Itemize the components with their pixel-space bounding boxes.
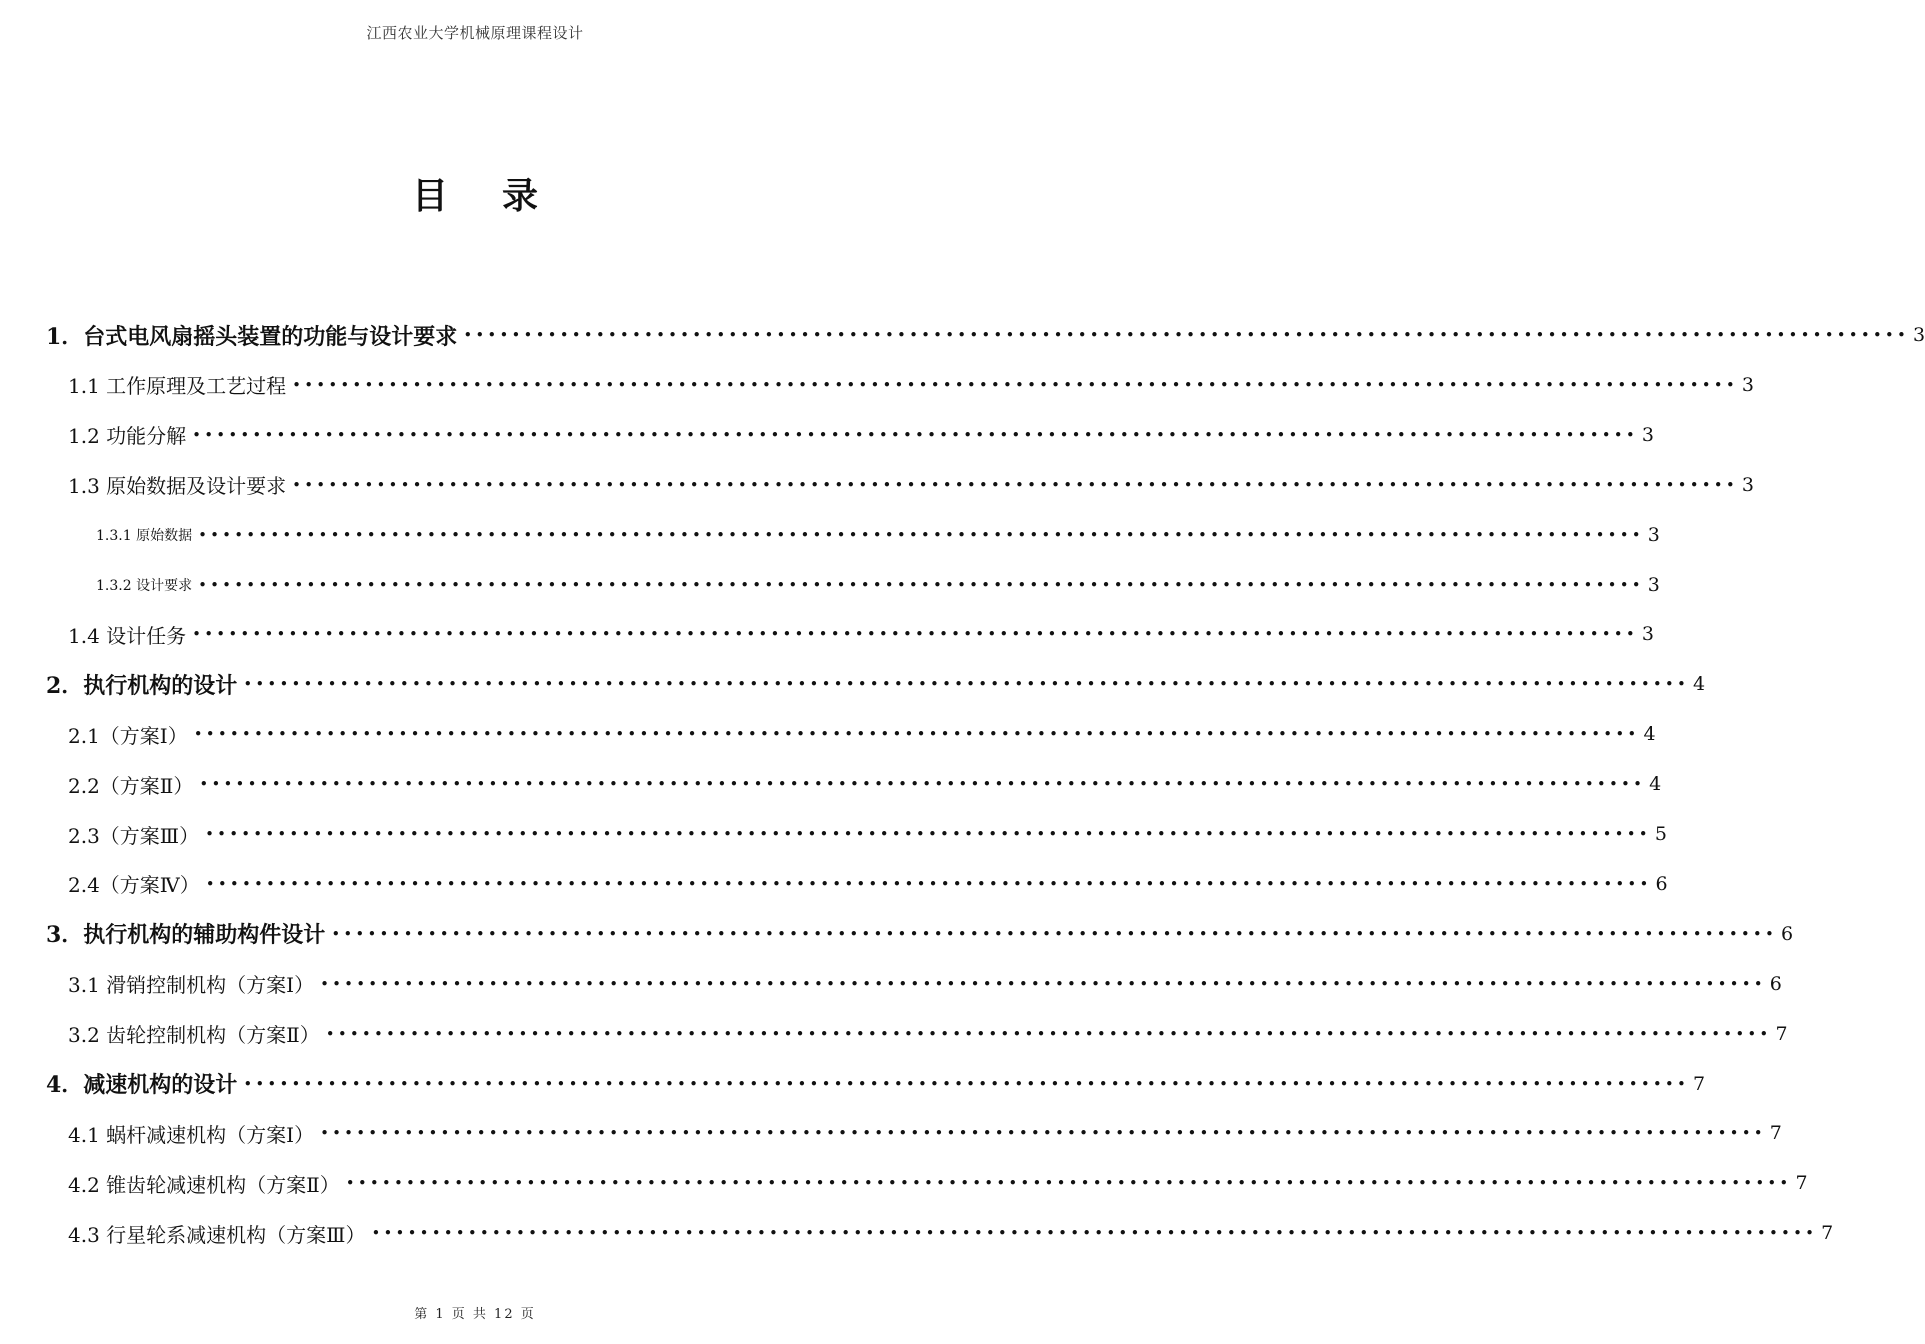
toc-entry-page-number: 7 (1821, 1222, 1834, 1245)
toc-leader-dots: •••••••••••••••••••••••••••••••••••••••••••••••••••••••••••••••••••••••••••••••••••••••••••••••••••••••••••••••••••••••• (243, 675, 1690, 694)
toc-leader-dots: •••••••••••••••••••••••••••••••••••••••••••••••••••••••••••••••••••••••••••••••••••••••••••••••••••••••••••••••••••••••• (292, 475, 1738, 494)
header-rule (48, 46, 902, 47)
toc-entry-page-number: 7 (1769, 1122, 1782, 1145)
toc-title: 目录 (411, 175, 592, 217)
toc-entry-label: 1.3.1 原始数据 (96, 527, 193, 544)
toc-leader-dots: •••••••••••••••••••••••••••••••••••••••••••••••••••••••••••••••••••••••••••••••••••••••••••••••••••••••••••••••••••••••• (199, 775, 1646, 794)
toc-entry-label: 2．执行机构的设计 (46, 672, 238, 699)
toc-leader-dots: •••••••••••••••••••••••••••••••••••••••••••••••••••••••••••••••••••••••••••••••••••••••••••••••••••••••••••••••••••••••• (243, 1074, 1690, 1093)
toc-leader-dots: •••••••••••••••••••••••••••••••••••••••••••••••••••••••••••••••••••••••••••••••••••••••••••••••••••••••••••••••••••••••• (371, 1224, 1818, 1243)
toc-entry-label: 2.3（方案Ⅲ） (68, 823, 200, 848)
toc-entry-label: 2.2（方案Ⅱ） (68, 773, 194, 798)
toc-entry-label: 3.1 滑销控制机构（方案Ⅰ） (68, 973, 315, 998)
toc-entry-label: 3.2 齿轮控制机构（方案Ⅱ） (68, 1023, 320, 1048)
toc-entry-page-number: 6 (1781, 922, 1794, 945)
toc-entry-label: 4.2 锥齿轮减速机构（方案Ⅱ） (68, 1172, 340, 1197)
toc-entry-label: 4.1 蜗杆减速机构（方案Ⅰ） (68, 1122, 315, 1147)
toc-entry-page-number: 4 (1643, 723, 1656, 746)
toc-entry[interactable] (68, 368, 1754, 402)
toc-leader-dots: •••••••••••••••••••••••••••••••••••••••••••••••••••••••••••••••••••••••••••••••••••••••••••••••••••••••••••••••••••••••• (320, 974, 1766, 993)
toc-leader-dots: •••••••••••••••••••••••••••••••••••••••••••••••••••••••••••••••••••••••••••••••••••••••••••••••••••••••••••••••••••••••• (325, 1024, 1772, 1043)
toc-entry-label: 1．台式电风扇摇头装置的功能与设计要求 (46, 323, 458, 350)
toc-entry[interactable] (68, 617, 1654, 651)
toc-entry-page-number: 3 (1741, 473, 1754, 496)
toc-entry[interactable] (68, 468, 1754, 502)
toc-entry-page-number: 6 (1769, 972, 1782, 995)
toc-entry-page-number: 3 (1641, 423, 1654, 446)
toc-entry-label: 1.3.2 设计要求 (96, 577, 193, 594)
toc-entry[interactable] (68, 1017, 1788, 1051)
toc-entry[interactable] (68, 1116, 1782, 1150)
toc-entry[interactable] (96, 568, 1660, 602)
toc-leader-dots: •••••••••••••••••••••••••••••••••••••••••••••••••••••••••••••••••••••••••••••••••••••••••••••••••••••••••••••••••••••••• (198, 525, 1644, 544)
toc-entry[interactable] (46, 318, 1925, 352)
toc-entry-label: 4.3 行星轮系减速机构（方案Ⅲ） (68, 1222, 366, 1247)
toc-entry-page-number: 6 (1655, 872, 1668, 895)
toc-entry[interactable] (46, 667, 1706, 701)
toc-entry[interactable] (68, 717, 1656, 751)
toc-entry-page-number: 7 (1795, 1172, 1808, 1195)
toc-entry-page-number: 3 (1647, 573, 1660, 596)
toc-leader-dots: •••••••••••••••••••••••••••••••••••••••••••••••••••••••••••••••••••••••••••••••••••••••••••••••••••••••••••••••••••••••• (192, 625, 1638, 644)
toc-entry[interactable] (68, 867, 1668, 901)
toc-entry-page-number: 3 (1641, 623, 1654, 646)
toc-entry-label: 1.3 原始数据及设计要求 (68, 474, 287, 499)
toc-entry[interactable] (68, 1216, 1834, 1250)
toc-entry-page-number: 4 (1649, 773, 1662, 796)
toc-entry[interactable] (68, 418, 1654, 452)
toc-entry-label: 4．减速机构的设计 (46, 1072, 238, 1098)
toc-leader-dots: •••••••••••••••••••••••••••••••••••••••••••••••••••••••••••••••••••••••••••••••••••••••••••••••••••••••••••••••••••••••• (463, 326, 1910, 344)
toc-entry-page-number: 3 (1647, 523, 1660, 546)
toc-leader-dots: •••••••••••••••••••••••••••••••••••••••••••••••••••••••••••••••••••••••••••••••••••••••••••••••••••••••••••••••••••••••• (198, 575, 1644, 594)
page-header: 江西农业大学机械原理课程设计 (366, 24, 584, 42)
toc-entry-page-number: 7 (1693, 1072, 1706, 1095)
toc-leader-dots: •••••••••••••••••••••••••••••••••••••••••••••••••••••••••••••••••••••••••••••••••••••••••••••••••••••••••••••••••••••••• (205, 825, 1651, 843)
toc-entry-label: 1.2 功能分解 (68, 424, 187, 449)
toc-entry[interactable] (46, 1067, 1706, 1101)
toc-entry[interactable] (68, 1166, 1808, 1200)
toc-entry[interactable] (46, 917, 1794, 951)
toc-entry-page-number: 5 (1654, 823, 1667, 845)
toc-entry[interactable] (68, 767, 1662, 801)
toc-entry[interactable] (68, 967, 1782, 1001)
toc-entry-label: 1.4 设计任务 (68, 623, 187, 648)
toc-leader-dots: •••••••••••••••••••••••••••••••••••••••••••••••••••••••••••••••••••••••••••••••••••••••••••••••••••••••••••••••••••••••• (320, 1124, 1766, 1143)
toc-entry-page-number: 3 (1741, 373, 1754, 396)
toc-leader-dots: •••••••••••••••••••••••••••••••••••••••••••••••••••••••••••••••••••••••••••••••••••••••••••••••••••••••••••••••••••••••• (192, 425, 1638, 444)
toc-leader-dots: •••••••••••••••••••••••••••••••••••••••••••••••••••••••••••••••••••••••••••••••••••••••••••••••••••••••••••••••••••••••• (345, 1174, 1792, 1193)
toc-leader-dots: •••••••••••••••••••••••••••••••••••••••••••••••••••••••••••••••••••••••••••••••••••••••••••••••••••••••••••••••••••••••• (331, 924, 1778, 943)
toc-entry-label: 2.4（方案Ⅳ） (68, 873, 200, 898)
toc-entry-label: 1.1 工作原理及工艺过程 (68, 374, 287, 399)
toc-entry-page-number: 7 (1775, 1022, 1788, 1045)
toc-entry[interactable] (96, 518, 1660, 552)
toc-entry-label: 2.1（方案Ⅰ） (68, 723, 188, 748)
toc-leader-dots: •••••••••••••••••••••••••••••••••••••••••••••••••••••••••••••••••••••••••••••••••••••••••••••••••••••••••••••••••••••••• (205, 874, 1652, 893)
toc-entry-page-number: 3 (1913, 324, 1925, 346)
toc-leader-dots: •••••••••••••••••••••••••••••••••••••••••••••••••••••••••••••••••••••••••••••••••••••••••••••••••••••••••••••••••••••••• (292, 375, 1738, 394)
page-footer: 第 1 页 共 12 页 (414, 1307, 536, 1322)
toc-entry-page-number: 4 (1693, 673, 1706, 696)
toc-entry[interactable] (68, 817, 1667, 851)
toc-entry-label: 3．执行机构的辅助构件设计 (46, 922, 326, 949)
toc-leader-dots: •••••••••••••••••••••••••••••••••••••••••••••••••••••••••••••••••••••••••••••••••••••••••••••••••••••••••••••••••••••••• (193, 725, 1640, 744)
